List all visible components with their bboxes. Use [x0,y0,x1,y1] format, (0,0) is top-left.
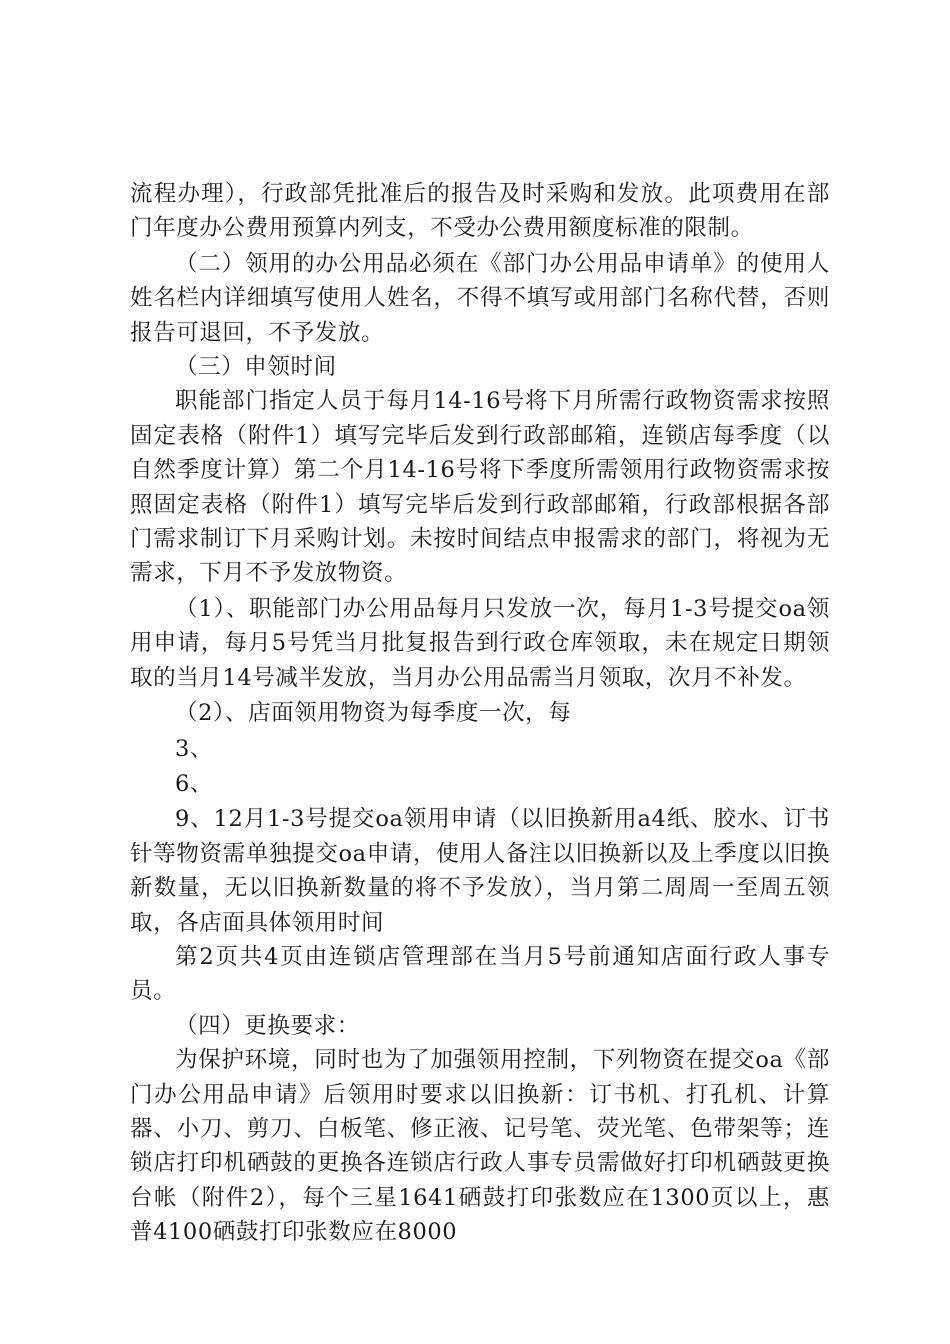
paragraph-rule-1: （1）、职能部门办公用品每月只发放一次，每月1-3号提交oa领用申请，每月5号凭当月批复报告到行政仓库领取，未在规定日期领取的当月14号减半发放，当月办公用品需当月领取，次月不补发。 [130,595,830,691]
paragraph-continuation: 流程办理），行政部凭批准后的报告及时采购和发放。此项费用在部门年度办公费用预算内列支，不受办公费用额度标准的限制。 [130,181,830,242]
heading-section-4: （四）更换要求： [175,1012,360,1039]
paragraph-request-schedule: 职能部门指定人员于每月14-16号将下月所需行政物资需求按照固定表格（附件1）填写完毕后发到行政部邮箱，连锁店每季度（以自然季度计算）第二个月14-16号将下季度所需领用行政物资需求按照固定表格（附件1）填写完毕后发到行政部邮箱，行政部根据各部门需求制订下月采购计划。未按时间结点申报需求的部门，将视为无需求，下月不予发放物资。 [130,388,830,587]
paragraph-month-3: 3、 [175,735,214,762]
paragraph-section-2: （二）领用的办公用品必须在《部门办公用品申请单》的使用人姓名栏内详细填写使用人姓名，不得不填写或用部门名称代替，否则报告可退回，不予发放。 [130,250,830,346]
paragraph-replacement: 为保护环境，同时也为了加强领用控制，下列物资在提交oa《部门办公用品申请》后领用时要求以旧换新：订书机、打孔机、计算器、小刀、剪刀、白板笔、修正液、记号笔、荧光笔、色带架等；连锁店打印机硒鼓的更换各连锁店行政人事专员需做好打印机硒鼓更换台帐（附件2），每个三星1641硒鼓打印张数应在1300页以上，惠普4100硒鼓打印张数应在8000 [130,1047,830,1246]
paragraph-month-9-12: 9、12月1-3号提交oa领用申请（以旧换新用a4纸、胶水、订书针等物资需单独提交oa申请，使用人备注以旧换新以及上季度以旧换新数量，无以旧换新数量的将不予发放），当月第二周周一至周五领取，各店面具体领用时间 [130,806,830,936]
document-body [130,177,830,1250]
heading-section-3: （三）申领时间 [175,354,337,381]
paragraph-month-6: 6、 [175,770,214,797]
paragraph-page-notice: 第2页共4页由连锁店管理部在当月5号前通知店面行政人事专员。 [130,943,830,1005]
paragraph-rule-2: （2）、店面领用物资为每季度一次，每 [175,700,572,727]
